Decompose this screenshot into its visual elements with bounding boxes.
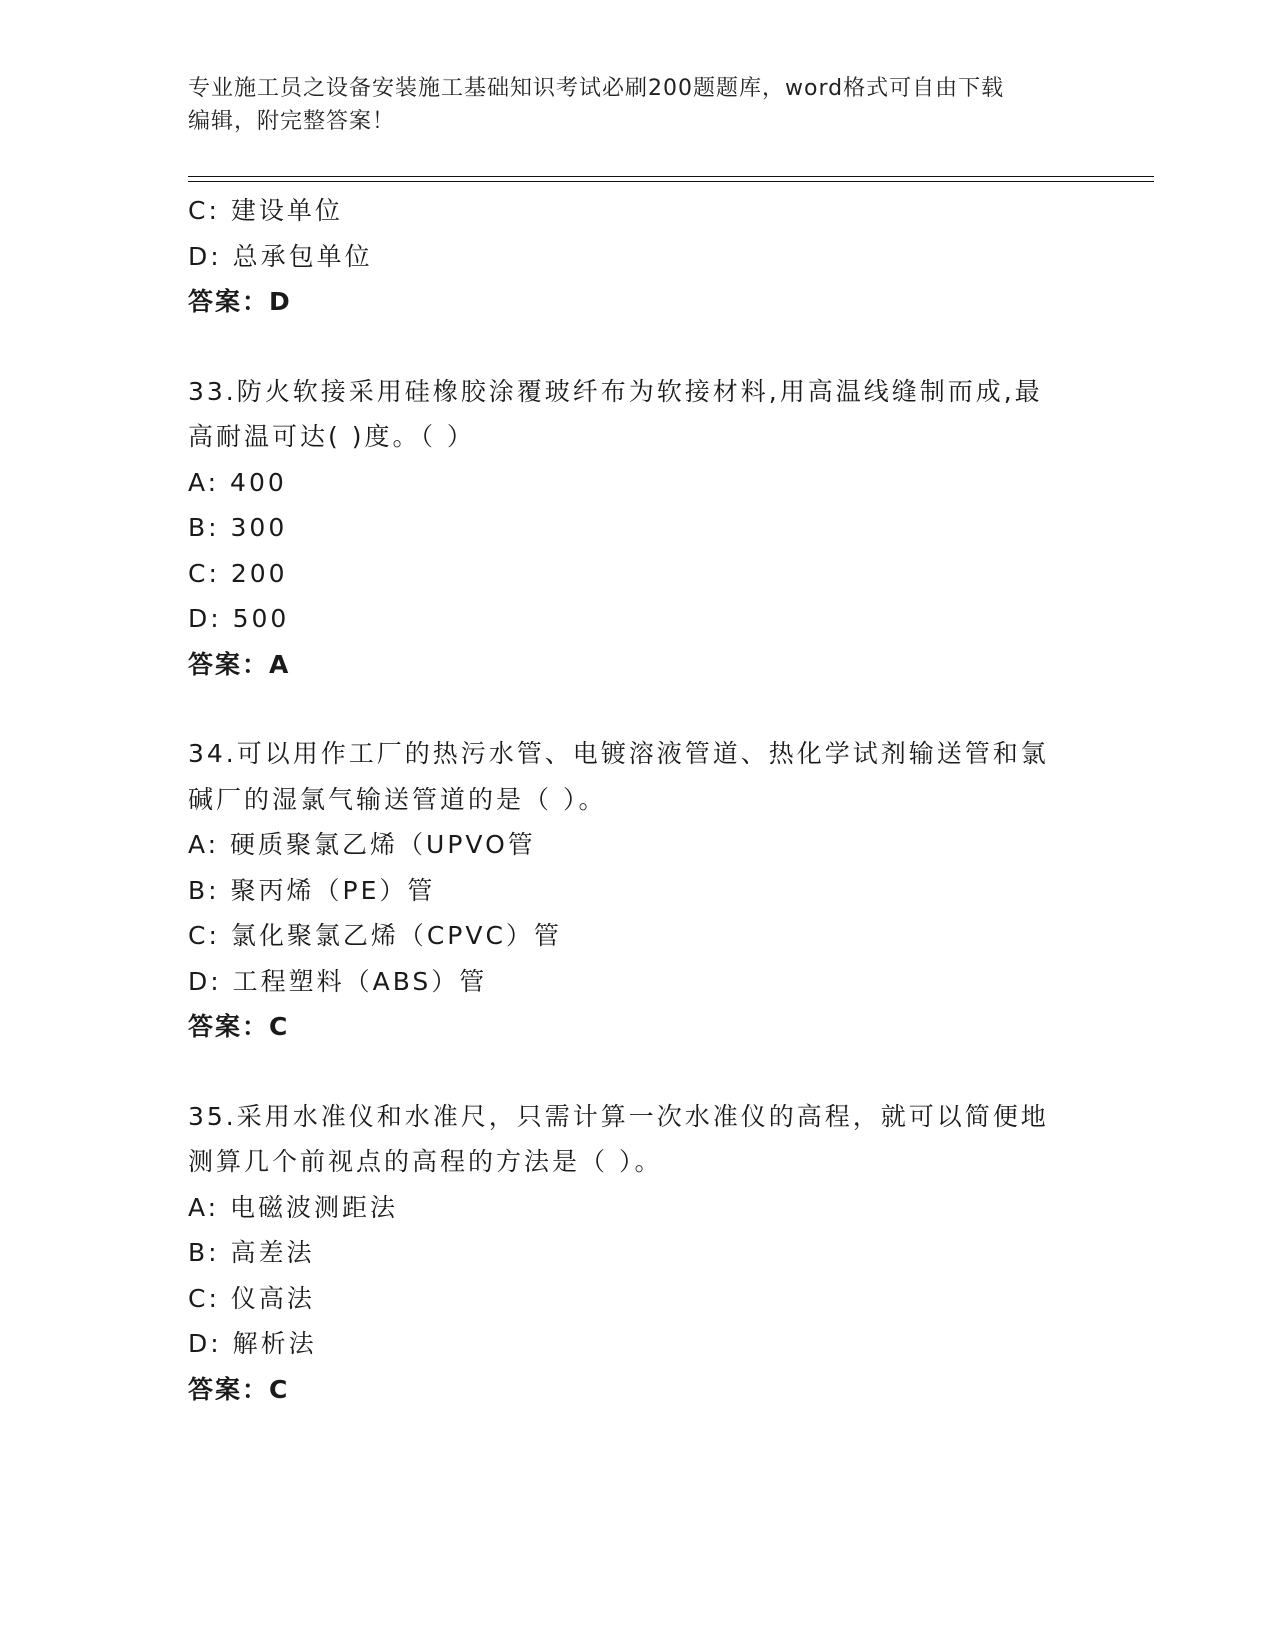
option-c: C: 氯化聚氯乙烯（CPVC）管	[188, 921, 562, 950]
option-d: D: 总承包单位	[188, 241, 373, 271]
option-c: C: 200	[188, 558, 288, 588]
question-text-line-2: 测算几个前视点的高程的方法是（ ）。	[188, 1147, 663, 1176]
option-a: A: 400	[188, 467, 287, 497]
header-line-2: 编辑，附完整答案！	[188, 109, 396, 134]
option-d: D: 500	[188, 604, 290, 633]
option-d: D: 解析法	[188, 1329, 317, 1358]
question-text-line-1: 35.采用水准仪和水准尺，只需计算一次水准仪的高程，就可以简便地	[188, 1101, 1049, 1131]
question-33	[188, 369, 1088, 688]
question-32-continuation	[188, 188, 1088, 325]
answer-line: 答案：C	[188, 1374, 290, 1404]
header-divider-bottom	[188, 181, 1154, 182]
document-header	[188, 72, 1068, 138]
question-text-line-2: 高耐温可达( )度。（ ）	[188, 422, 475, 451]
option-c: C: 建设单位	[188, 196, 343, 225]
question-text-line-2: 碱厂的湿氯气输送管道的是（ ）。	[188, 784, 607, 814]
header-divider-top	[188, 176, 1154, 177]
option-b: B: 高差法	[188, 1238, 315, 1267]
option-a: A: 硬质聚氯乙烯（UPVO管	[188, 830, 536, 859]
question-text-line-1: 33.防火软接采用硅橡胶涂覆玻纤布为软接材料,用高温线缝制而成,最	[188, 376, 1043, 406]
question-text-line-1: 34.可以用作工厂的热污水管、电镀溶液管道、热化学试剂输送管和氯	[188, 739, 1049, 768]
answer-line: 答案：D	[188, 287, 292, 316]
option-a: A: 电磁波测距法	[188, 1192, 399, 1222]
spacer	[188, 1050, 1088, 1094]
question-list	[188, 188, 1088, 1412]
option-b: B: 聚丙烯（PE）管	[188, 875, 436, 905]
option-b: B: 300	[188, 513, 288, 542]
option-c: C: 仪高法	[188, 1283, 315, 1313]
option-d: D: 工程塑料（ABS）管	[188, 966, 488, 996]
spacer	[188, 325, 1088, 369]
spacer	[188, 687, 1088, 731]
answer-line: 答案：C	[188, 1012, 290, 1041]
answer-line: 答案：A	[188, 649, 291, 679]
question-35	[188, 1094, 1088, 1413]
header-line-1: 专业施工员之设备安装施工基础知识考试必刷200题题库，word格式可自由下载	[188, 76, 1005, 101]
question-34	[188, 731, 1088, 1050]
